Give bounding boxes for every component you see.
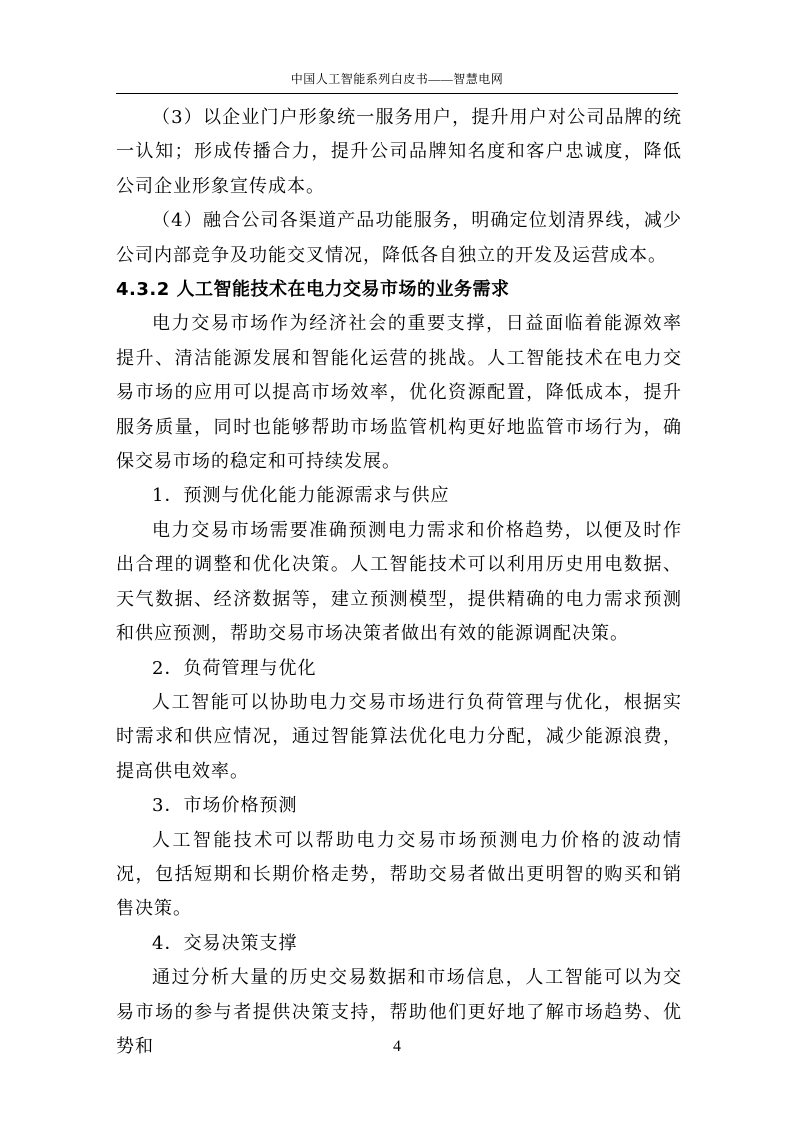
section-heading: 4.3.2 人工智能技术在电力交易市场的业务需求 bbox=[116, 279, 510, 301]
subheading-4: 4．交易决策支撑 bbox=[152, 932, 298, 954]
page-number: 4 bbox=[393, 1038, 401, 1055]
intro-paragraph: 电力交易市场作为经济社会的重要支撑，日益面临着能源效率提升、清洁能源发展和智能化运营的挑战。人工智能技术在电力交易市场的应用可以提高市场效率，优化资源配置，降低成本，提升服务质量，同时也能够帮助市场监管机构更好地监管市场行为，确保交易市场的稳定和可持续发展。 bbox=[116, 313, 682, 473]
list-item-4: （4）融合公司各渠道产品功能服务，明确定位划清界线，减少公司内部竞争及功能交叉情况，降低各自独立的开发及运营成本。 bbox=[116, 210, 682, 266]
paragraph-3: 人工智能技术可以帮助电力交易市场预测电力价格的波动情况，包括短期和长期价格走势，帮助交易者做出更明智的购买和销售决策。 bbox=[116, 829, 682, 920]
subheading-3: 3．市场价格预测 bbox=[152, 795, 298, 817]
paragraph-2: 人工智能可以协助电力交易市场进行负荷管理与优化，根据实时需求和供应情况，通过智能算法优化电力分配，减少能源浪费，提高供电效率。 bbox=[116, 691, 682, 782]
paragraph-4: 通过分析大量的历史交易数据和市场信息，人工智能可以为交易市场的参与者提供决策支持，帮助他们更好地了解市场趋势、优势和 bbox=[116, 967, 682, 1057]
page-body bbox=[116, 101, 682, 1064]
subheading-1: 1．预测与优化能力能源需求与供应 bbox=[152, 485, 450, 507]
running-header: 中国人工智能系列白皮书——智慧电网 bbox=[290, 72, 504, 86]
subheading-2: 2．负荷管理与优化 bbox=[152, 657, 317, 679]
list-item-3: （3）以企业门户形象统一服务用户，提升用户对公司品牌的统一认知；形成传播合力，提升公司品牌知名度和客户忠诚度，降低公司企业形象宣传成本。 bbox=[116, 107, 682, 197]
paragraph-1: 电力交易市场需要准确预测电力需求和价格趋势，以便及时作出合理的调整和优化决策。人工智能技术可以利用历史用电数据、天气数据、经济数据等，建立预测模型，提供精确的电力需求预测和供应预测，帮助交易市场决策者做出有效的能源调配决策。 bbox=[116, 519, 682, 645]
header-divider bbox=[116, 93, 678, 94]
